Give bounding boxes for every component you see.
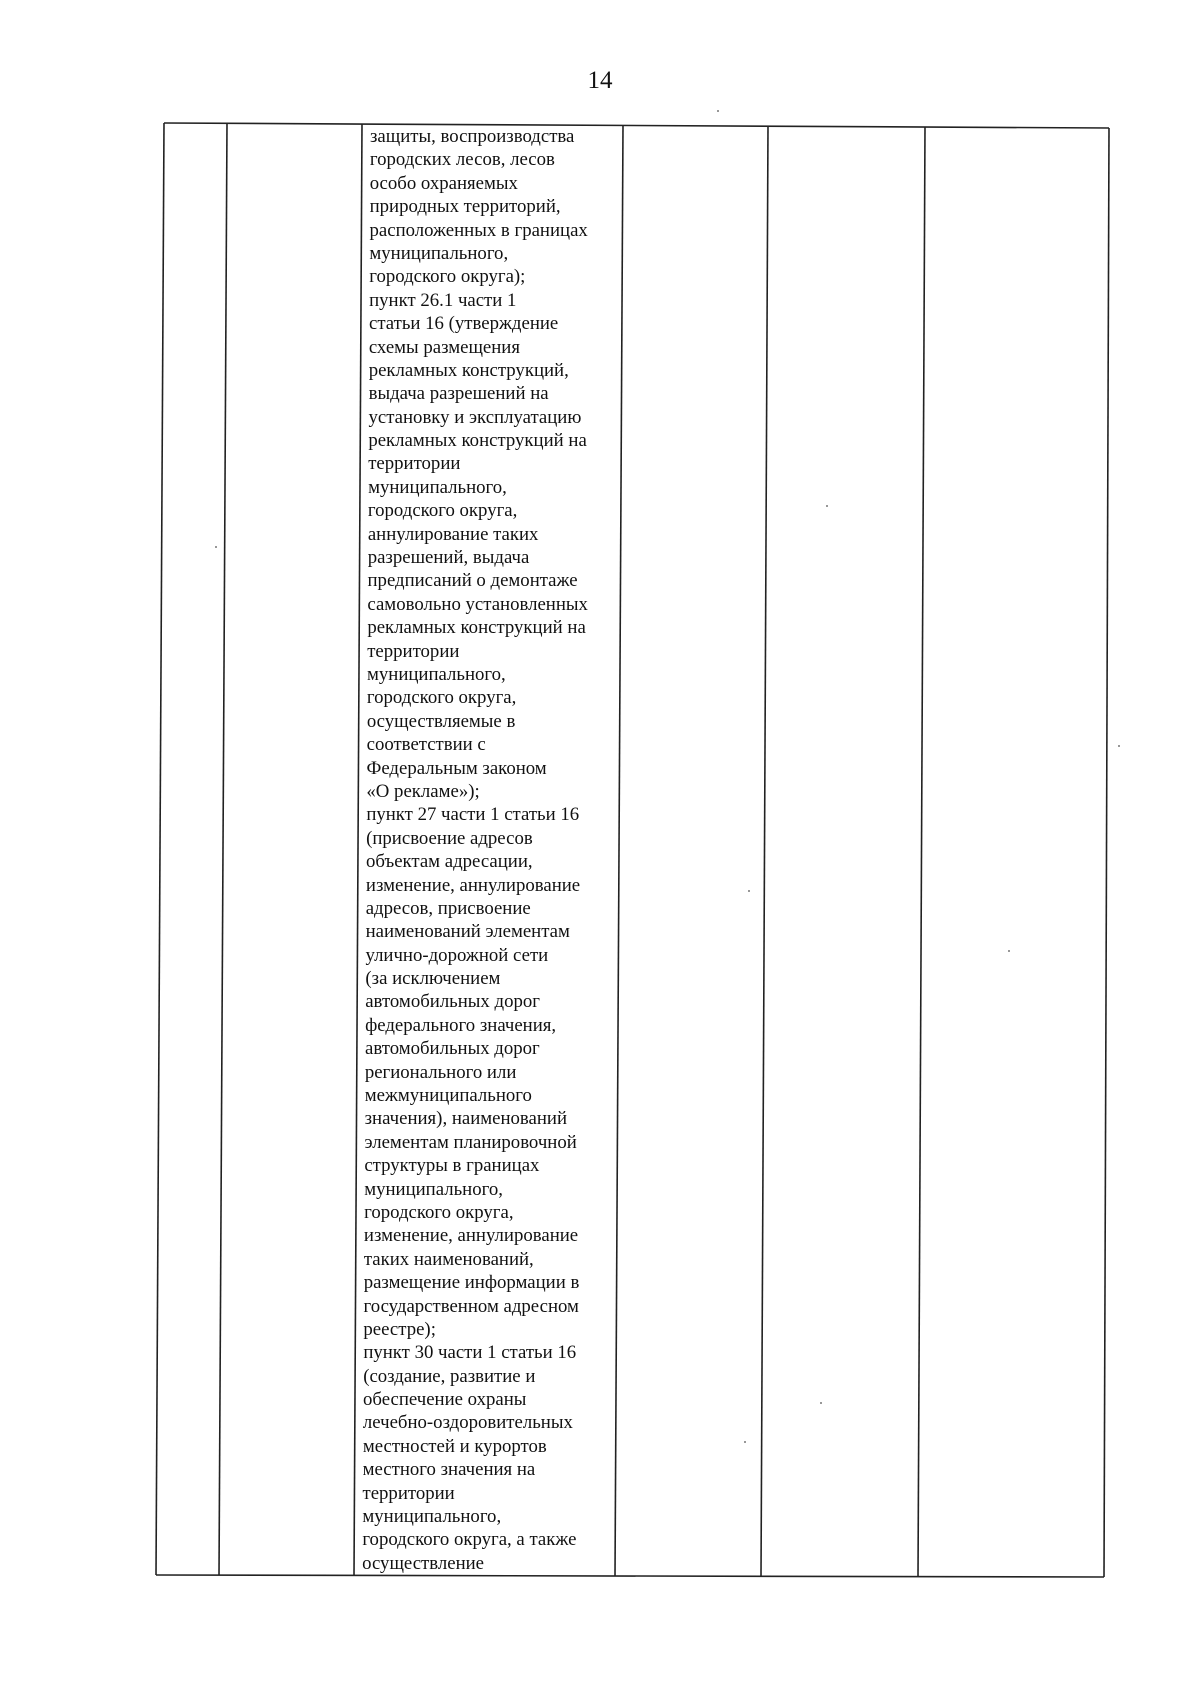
cell-text-line: рекламных конструкций, [368, 359, 569, 381]
cell-text-line: межмуниципального [364, 1085, 532, 1107]
cell-text-line: городского округа); [369, 266, 526, 288]
cell-text-line: структуры в границах [364, 1155, 540, 1177]
cell-text-line: установку и эксплуатацию [368, 406, 582, 428]
cell-text-line: расположенных в границах [369, 219, 588, 241]
cell-text-line: улично-дорожной сети [365, 944, 549, 966]
cell-text-line: пункт 30 части 1 статьи 16 [363, 1342, 577, 1364]
cell-text-line: аннулирование таких [367, 523, 539, 545]
cell-text-line: пункт 26.1 части 1 [369, 289, 517, 311]
cell-text-line: природных территорий, [369, 196, 561, 218]
cell-text-line: муниципального, [364, 1178, 503, 1200]
cell-text-line: городского округа, [364, 1201, 514, 1223]
cell-text-line: государственном адресном [363, 1295, 579, 1317]
column-divider-4 [761, 126, 768, 1576]
cell-text-line: территории [368, 453, 461, 475]
cell-text-line: особо охраняемых [369, 172, 518, 194]
cell-text-line: осуществление [362, 1552, 485, 1574]
cell-text-line: муниципального, [369, 242, 509, 264]
cell-text-line: (присвоение адресов [366, 827, 533, 849]
table-right-border [1104, 128, 1109, 1577]
column-divider-2 [354, 124, 362, 1575]
cell-text-line: таких наименований, [363, 1248, 534, 1270]
cell-text-line: значения), наименований [364, 1108, 568, 1130]
column-divider-1 [219, 123, 227, 1575]
scan-speck [748, 890, 750, 892]
cell-text-line: пункт 27 части 1 статьи 16 [366, 804, 580, 826]
cell-text-line: территории [362, 1482, 455, 1504]
cell-text-line: городских лесов, лесов [369, 149, 555, 171]
cell-text-line: федерального значения, [365, 1014, 557, 1036]
cell-text-line: муниципального, [367, 663, 506, 685]
scan-speck [826, 505, 828, 507]
cell-text-line: осуществляемые в [366, 710, 516, 732]
table-top-border [164, 123, 1109, 128]
scan-speck [215, 546, 217, 548]
cell-text-line: местностей и курортов [362, 1435, 547, 1457]
scan-speck [820, 1402, 822, 1404]
cell-text-line: лечебно-оздоровительных [362, 1412, 573, 1434]
cell-text-line: изменение, аннулирование [363, 1225, 579, 1247]
column-divider-5 [918, 127, 925, 1577]
cell-text-line: самовольно установленных [367, 593, 588, 615]
cell-text-line: реестре); [363, 1318, 436, 1340]
cell-text-line: городского округа, [366, 687, 517, 709]
table-left-border [156, 123, 164, 1575]
cell-text-line: разрешений, выдача [367, 547, 530, 569]
cell-text-line: наименований элементам [365, 921, 570, 943]
cell-text-line: элементам планировочной [364, 1131, 577, 1153]
scan-speck [1008, 950, 1010, 952]
cell-text-line: городского округа, [367, 500, 518, 522]
cell-text-line: рекламных конструкций на [368, 430, 587, 452]
cell-text-line: адресов, присвоение [365, 897, 531, 919]
table-bottom-border [156, 1575, 1104, 1577]
cell-text-line: муниципального, [368, 476, 507, 498]
cell-text-line: (создание, развитие и [363, 1365, 536, 1387]
cell-text-line: автомобильных дорог [365, 991, 540, 1013]
cell-text-line: территории [367, 640, 460, 662]
table-cell-text [362, 125, 620, 1575]
scan-speck [1118, 745, 1120, 747]
cell-text-line: выдача разрешений на [368, 383, 549, 405]
cell-text-line: соответствии с [366, 734, 486, 756]
cell-text-line: (за исключением [365, 968, 501, 990]
cell-text-line: обеспечение охраны [363, 1389, 527, 1411]
cell-text-line: статьи 16 (утверждение [369, 313, 559, 335]
cell-text-line: схемы размещения [368, 336, 520, 358]
cell-text-line: автомобильных дорог [365, 1038, 540, 1060]
cell-text-line: рекламных конструкций на [367, 617, 586, 639]
cell-text-line: предписаний о демонтаже [367, 570, 578, 592]
cell-text-line: размещение информации в [363, 1272, 580, 1294]
cell-text-line: объектам адресации, [366, 851, 533, 873]
cell-text-line: защиты, воспроизводства [370, 126, 575, 147]
cell-text-line: местного значения на [362, 1459, 536, 1481]
cell-text-line: «О рекламе»); [366, 780, 480, 802]
page-number: 14 [587, 67, 613, 94]
cell-text-line: муниципального, [362, 1506, 502, 1528]
cell-text-line: регионального или [364, 1061, 517, 1083]
cell-text-line: Федеральным законом [366, 757, 547, 779]
cell-text-line: изменение, аннулирование [365, 874, 581, 896]
cell-text-line: городского округа, а также [362, 1529, 577, 1551]
scan-speck [717, 110, 719, 112]
scan-speck [744, 1441, 746, 1443]
